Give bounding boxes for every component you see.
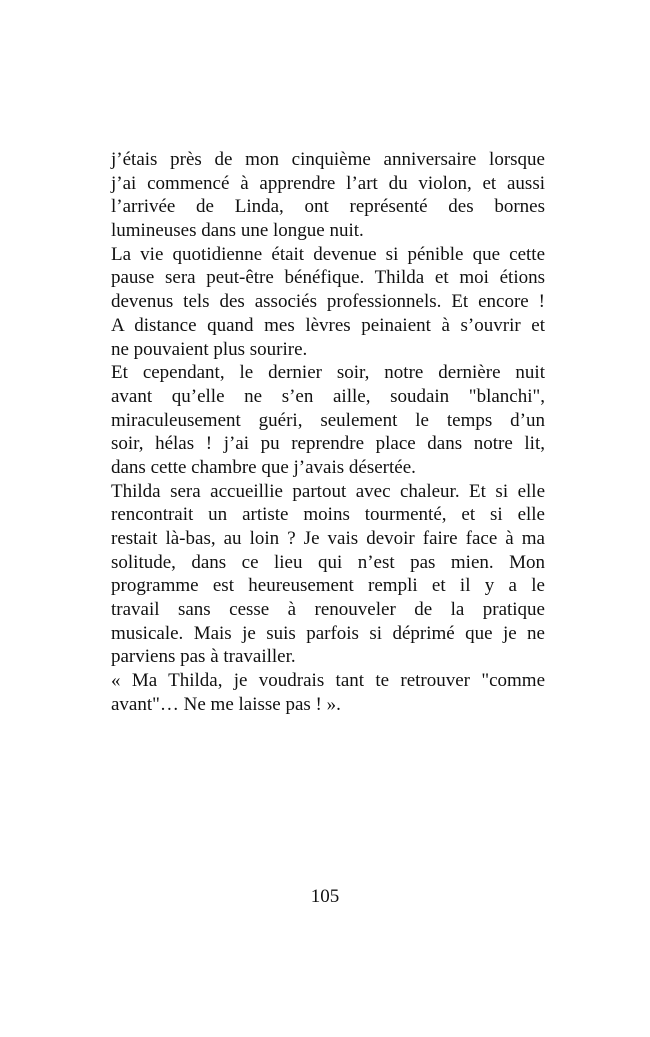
text-line: Thilda sera accueillie partout avec chaleur. Et si elle [111,480,545,502]
text-line: l’arrivée de Linda, ont représenté des bornes [111,196,545,218]
text-line: solitude, dans ce lieu qui n’est pas mien. Mon [111,551,545,573]
text-line: « Ma Thilda, je voudrais tant te retrouver "comme [111,670,545,692]
text-line: La vie quotidienne était devenue si pénible que cette [111,243,545,265]
text-line: restait là-bas, au loin ? Je vais devoir faire face à ma [111,528,545,549]
text-line: miraculeusement guéri, seulement le temps d’un [111,409,545,431]
text-line: ne pouvaient plus sourire. [111,338,308,360]
text-line: j’étais près de mon cinquième anniversaire lorsque [111,149,545,170]
text-line: avant"… Ne me laisse pas ! ». [111,693,341,715]
paragraph [111,243,545,361]
text-line: musicale. Mais je suis parfois si déprimé que je ne [111,622,545,644]
text-line: avant qu’elle ne s’en aille, soudain "blanchi", [111,385,545,407]
text-line: Et cependant, le dernier soir, notre dernière nuit [111,362,545,384]
paragraph [111,669,545,716]
page-number: 105 [310,886,340,907]
paragraph [111,361,545,479]
text-line: parviens pas à travailler. [111,646,296,668]
page-body-text [111,148,545,717]
paragraph [111,480,545,670]
text-line: devenus tels des associés professionnels. Et encore ! [111,291,545,313]
text-line: A distance quand mes lèvres peinaient à s’ouvrir et [111,314,545,336]
paragraph [111,148,545,243]
text-line: lumineuses dans une longue nuit. [111,220,364,242]
text-line: soir, hélas ! j’ai pu reprendre place dans notre lit, [111,433,545,455]
text-line: travail sans cesse à renouveler de la pratique [111,599,545,621]
text-line: j’ai commencé à apprendre l’art du violon, et aussi [111,172,545,194]
text-line: pause sera peut-être bénéfique. Thilda et moi étions [111,267,545,289]
text-line: rencontrait un artiste moins tourmenté, et si elle [111,504,545,526]
text-line: programme est heureusement rempli et il y a le [111,575,545,597]
text-line: dans cette chambre que j’avais désertée. [111,456,416,478]
